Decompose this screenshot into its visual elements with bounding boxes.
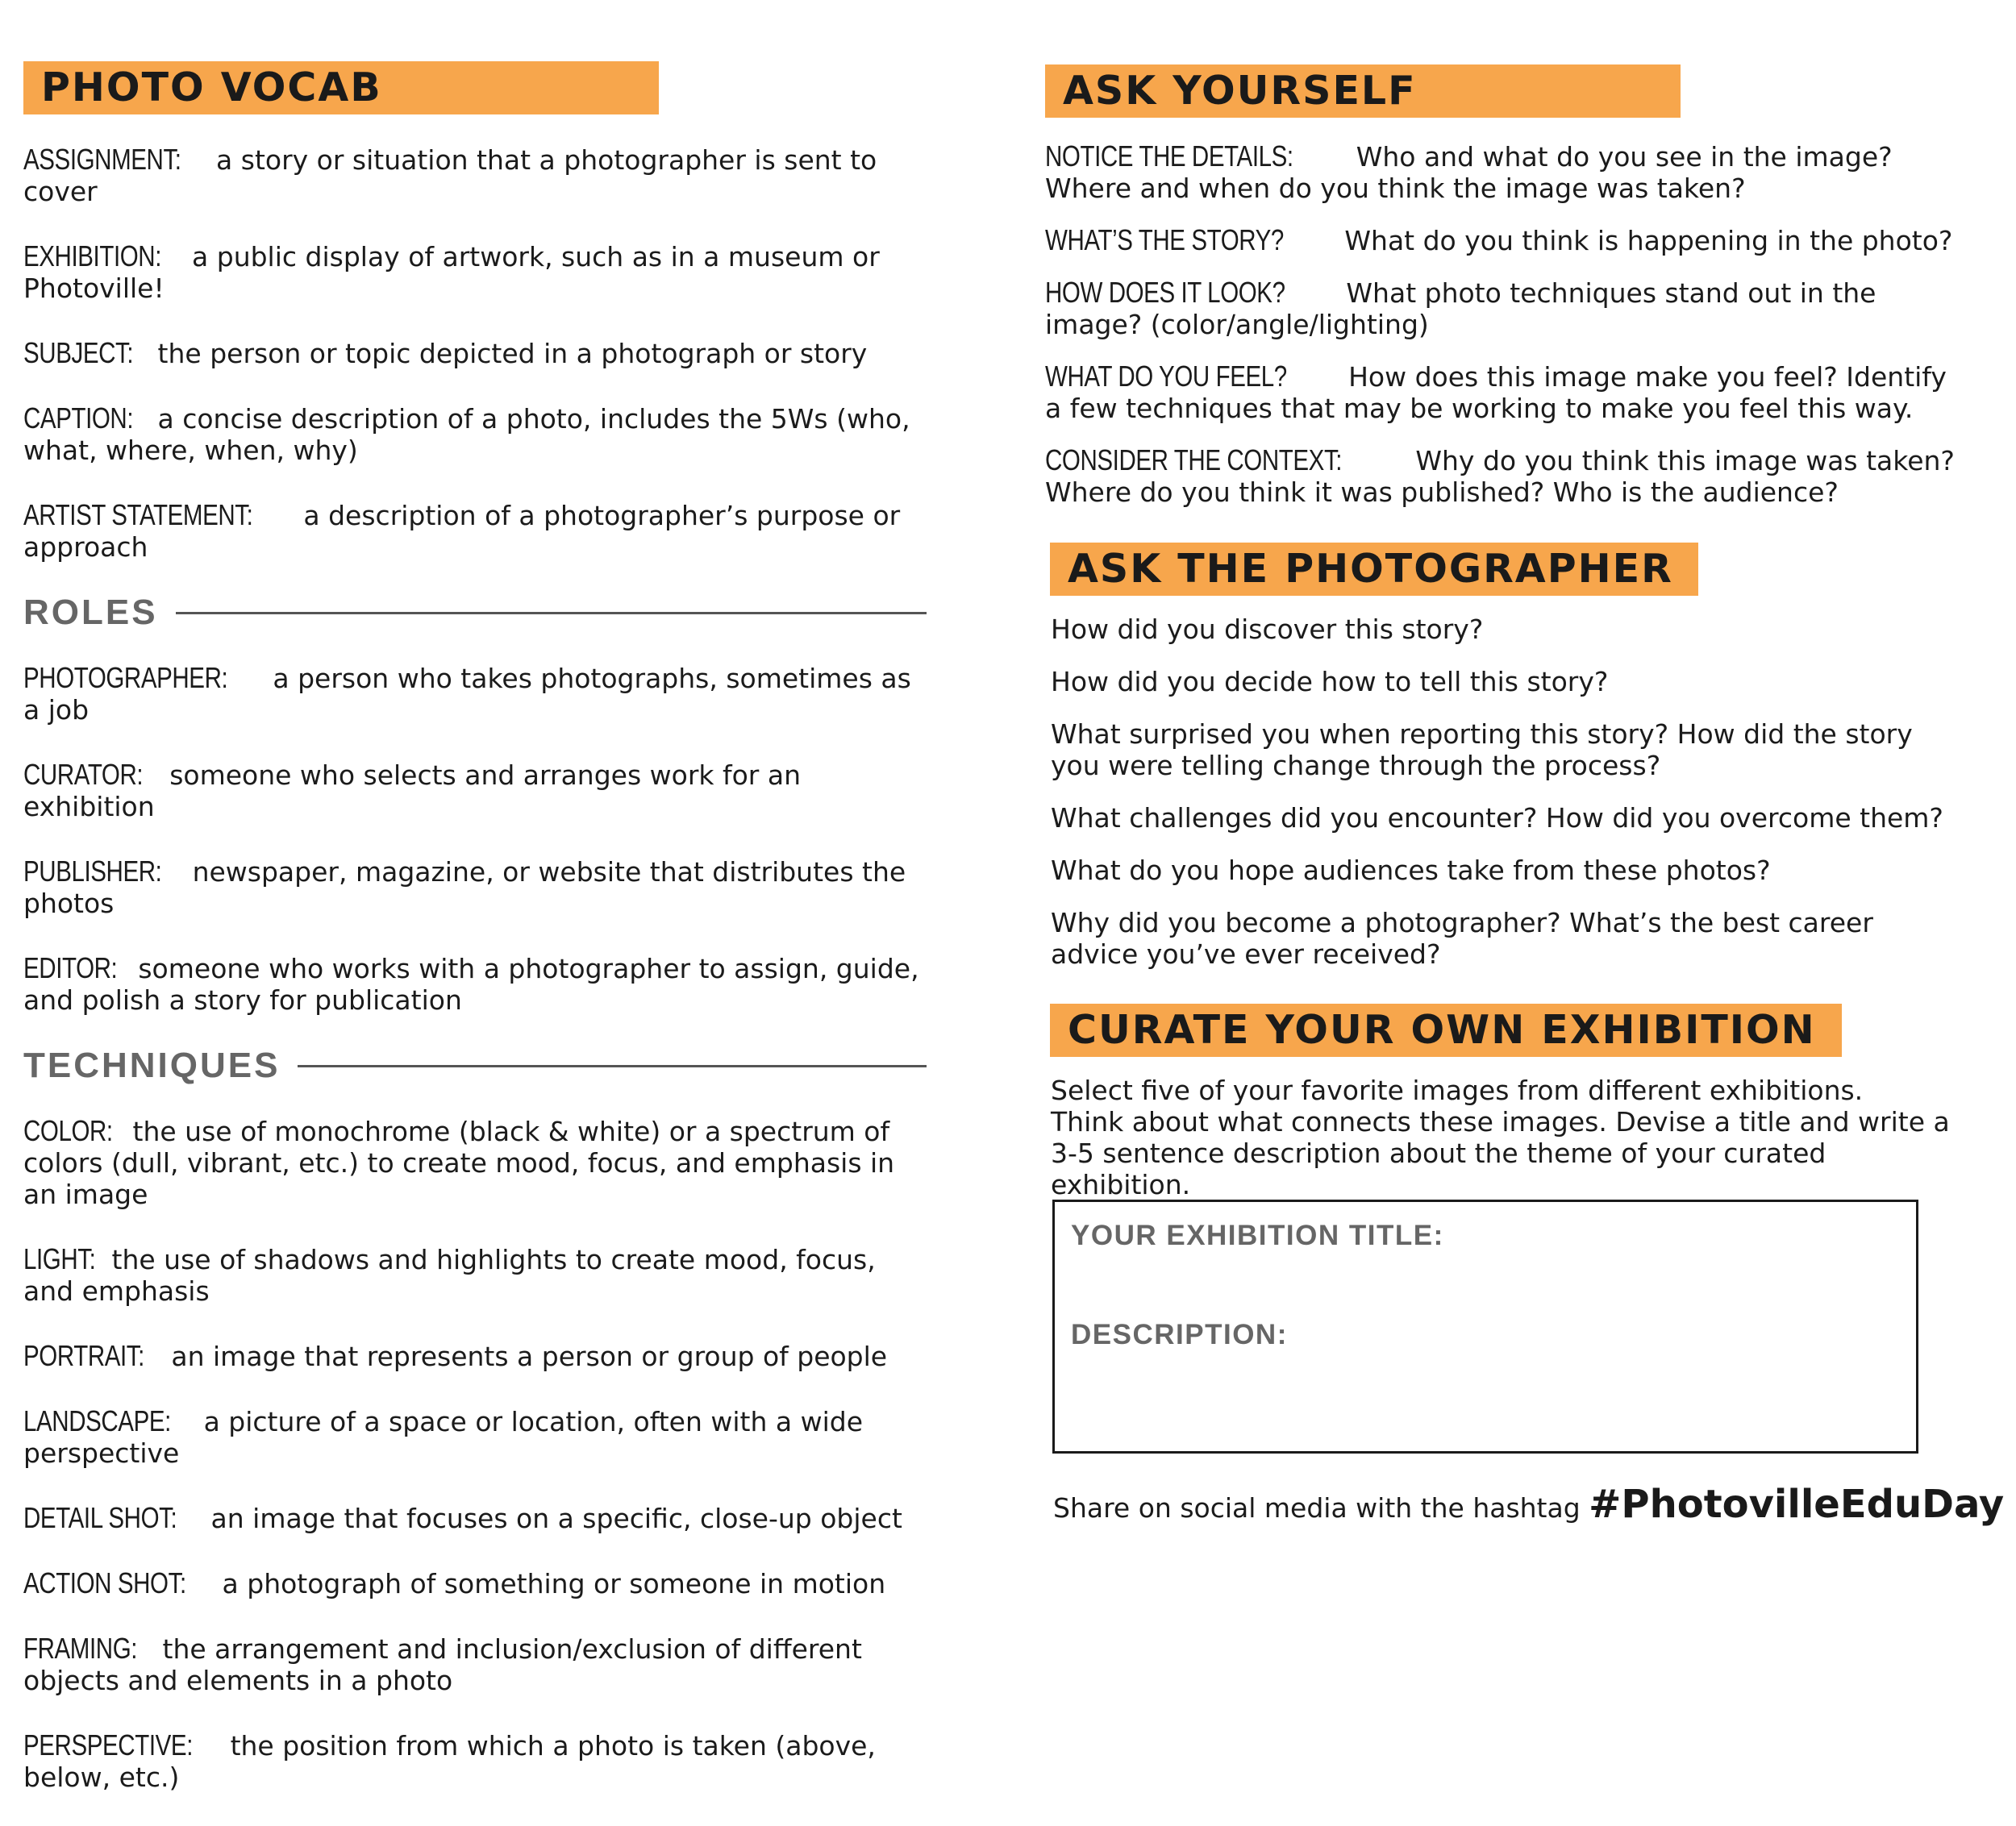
technique-term: LANDSCAPE: <box>23 1404 171 1437</box>
ask-yourself-item <box>1045 444 1964 508</box>
ask-yourself-list <box>1045 140 1964 508</box>
ask-yourself-term: WHAT’S THE STORY? <box>1045 223 1284 256</box>
technique-definition: the arrangement and inclusion/exclusion of different objects and elements in a photo <box>23 1633 862 1696</box>
role-term: PUBLISHER: <box>23 855 162 888</box>
ask-yourself-question: Why do you think this image was taken? Where do you think it was published? Who is the audience? <box>1045 445 1955 508</box>
photographer-question: How did you discover this story? <box>1051 614 1484 645</box>
photographer-question: What do you hope audiences take from these photos? <box>1051 855 1771 886</box>
vocab-item <box>23 144 927 207</box>
exhibition-description-label: DESCRIPTION: <box>1071 1319 1288 1350</box>
technique-definition: the use of shadows and highlights to create mood, focus, and emphasis <box>23 1244 876 1307</box>
photographer-question: How did you decide how to tell this story? <box>1051 666 1609 697</box>
technique-term: DETAIL SHOT: <box>23 1501 177 1534</box>
ask-yourself-item <box>1045 224 1964 256</box>
curate-banner: CURATE YOUR OWN EXHIBITION <box>1050 1004 1842 1057</box>
vocab-term: SUBJECT: <box>23 336 134 369</box>
roles-title: ROLES <box>23 593 158 632</box>
ask-photographer-banner: ASK THE PHOTOGRAPHER <box>1050 543 1698 596</box>
role-definition: someone who works with a photographer to assign, guide, and polish a story for publication <box>23 953 919 1016</box>
vocab-term: CAPTION: <box>23 401 134 435</box>
role-term: CURATOR: <box>23 758 144 791</box>
vocab-definition: a public display of artwork, such as in a museum or Photoville! <box>23 241 880 304</box>
role-term: EDITOR: <box>23 951 118 984</box>
roles-heading <box>23 593 927 633</box>
share-line <box>1053 1482 2004 1527</box>
ask-yourself-item <box>1045 360 1964 424</box>
ask-yourself-item <box>1045 277 1964 340</box>
vocab-definition: a story or situation that a photographer is sent to cover <box>23 144 877 207</box>
technique-item <box>23 1243 927 1307</box>
vocab-term: ASSIGNMENT: <box>23 143 181 176</box>
techniques-heading <box>23 1046 927 1086</box>
photo-vocab-list <box>23 144 927 563</box>
techniques-title: TECHNIQUES <box>23 1046 281 1085</box>
photo-vocab-banner: PHOTO VOCAB <box>23 61 659 114</box>
technique-definition: a photograph of something or someone in motion <box>222 1568 886 1599</box>
technique-definition: the position from which a photo is taken (above, below, etc.) <box>23 1730 876 1793</box>
technique-term: FRAMING: <box>23 1632 138 1665</box>
techniques-list <box>23 1115 927 1793</box>
technique-item <box>23 1340 927 1372</box>
exhibition-form-box <box>1052 1200 1918 1454</box>
technique-definition: the use of monochrome (black & white) or a spectrum of colors (dull, vibrant, etc.) to create mood, focus, and emphasis in an image <box>23 1116 895 1210</box>
photographer-question: What challenges did you encounter? How did you overcome them? <box>1051 802 1943 834</box>
role-definition: newspaper, magazine, or website that distributes the photos <box>23 856 906 919</box>
technique-definition: a picture of a space or location, often with a wide perspective <box>23 1406 864 1469</box>
vocab-item <box>23 337 927 369</box>
roles-list <box>23 662 927 1016</box>
ask-yourself-banner: ASK YOURSELF <box>1045 64 1681 118</box>
technique-term: ACTION SHOT: <box>23 1566 186 1599</box>
technique-term: PERSPECTIVE: <box>23 1728 193 1762</box>
vocab-term: ARTIST STATEMENT: <box>23 498 253 531</box>
vocab-item <box>23 240 927 304</box>
technique-item <box>23 1729 927 1793</box>
vocab-definition: a concise description of a photo, includes the 5Ws (who, what, where, when, why) <box>23 403 910 466</box>
role-term: PHOTOGRAPHER: <box>23 661 228 694</box>
photographer-question: Why did you become a photographer? What’s the best career advice you’ve ever received? <box>1051 907 1873 970</box>
ask-yourself-term: WHAT DO YOU FEEL? <box>1045 360 1287 393</box>
techniques-rule <box>298 1065 927 1067</box>
technique-item <box>23 1115 927 1210</box>
ask-yourself-term: NOTICE THE DETAILS: <box>1045 139 1293 173</box>
exhibition-title-label: YOUR EXHIBITION TITLE: <box>1071 1220 1444 1251</box>
ask-yourself-question: What do you think is happening in the photo? <box>1344 225 1953 256</box>
role-definition: someone who selects and arranges work for an exhibition <box>23 759 802 822</box>
technique-item <box>23 1502 927 1534</box>
vocab-definition: the person or topic depicted in a photograph or story <box>157 338 868 369</box>
vocab-term: EXHIBITION: <box>23 239 161 272</box>
right-column <box>1045 64 1964 1200</box>
ask-yourself-item <box>1045 140 1964 204</box>
role-item <box>23 759 927 822</box>
vocab-definition: a description of a photographer’s purpose or approach <box>23 500 901 563</box>
ask-yourself-term: CONSIDER THE CONTEXT: <box>1045 443 1343 476</box>
technique-term: LIGHT: <box>23 1242 96 1275</box>
role-item <box>23 855 927 919</box>
ask-yourself-question: How does this image make you feel? Identify a few techniques that may be working to make you feel this way. <box>1045 361 1947 424</box>
ask-photographer-list <box>1045 614 1964 970</box>
photographer-question: What surprised you when reporting this story? How did the story you were telling change through the process? <box>1051 718 1913 781</box>
vocab-item <box>23 499 927 563</box>
technique-item <box>23 1633 927 1696</box>
role-definition: a person who takes photographs, sometimes as a job <box>23 663 911 726</box>
technique-definition: an image that represents a person or group of people <box>171 1341 888 1372</box>
ask-yourself-question: What photo techniques stand out in the image? (color/angle/lighting) <box>1045 277 1876 340</box>
technique-term: COLOR: <box>23 1114 113 1147</box>
curate-instructions <box>1045 1075 1964 1200</box>
hashtag: #PhotovilleEduDay <box>1589 1482 2005 1527</box>
technique-term: PORTRAIT: <box>23 1339 144 1372</box>
left-column <box>23 61 927 1826</box>
share-text: Share on social media with the hashtag <box>1053 1492 1581 1524</box>
technique-item <box>23 1567 927 1599</box>
role-item <box>23 662 927 726</box>
technique-definition: an image that focuses on a specific, close-up object <box>210 1503 902 1534</box>
technique-item <box>23 1405 927 1469</box>
curate-line-2: Think about what connects these images. Devise a title and write a 3-5 sentence description about the theme of your curated exhibition. <box>1051 1106 1950 1200</box>
roles-rule <box>176 612 927 614</box>
curate-line-1: Select five of your favorite images from different exhibitions. <box>1051 1075 1864 1106</box>
vocab-item <box>23 402 927 466</box>
ask-yourself-question: Who and what do you see in the image? Where and when do you think the image was taken? <box>1045 141 1893 204</box>
ask-yourself-term: HOW DOES IT LOOK? <box>1045 276 1285 309</box>
role-item <box>23 952 927 1016</box>
